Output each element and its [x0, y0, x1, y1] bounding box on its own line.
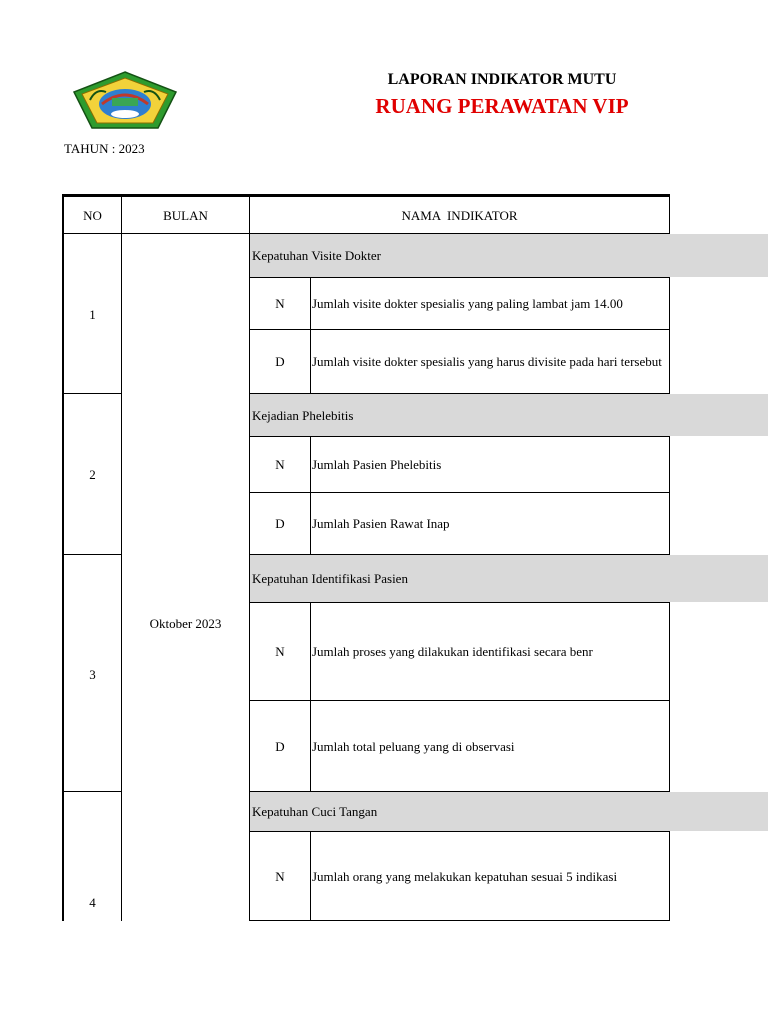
- no-cell-2: 2: [89, 466, 96, 482]
- year-label: TAHUN : 2023: [64, 141, 145, 156]
- indicator-name-3: Kepatuhan Identifikasi Pasien: [252, 571, 408, 586]
- n-text-3: Jumlah proses yang dilakukan identifikasi secara benr: [312, 644, 593, 659]
- month-cell: Oktober 2023: [149, 615, 222, 631]
- indicator-name-4: Kepatuhan Cuci Tangan: [252, 804, 378, 819]
- d-text-3: Jumlah total peluang yang di observasi: [312, 738, 515, 754]
- col-line: [310, 436, 311, 555]
- col-line: [310, 602, 311, 792]
- n-text-1: Jumlah visite dokter spesialis yang paling lambat jam 14.00: [312, 296, 623, 311]
- n-code-4: N: [275, 868, 285, 884]
- regency-logo-icon: [72, 70, 178, 130]
- row-line: [62, 554, 122, 555]
- no-cell-1: 1: [89, 306, 96, 322]
- d-code-1: D: [275, 354, 285, 369]
- n-code-1: N: [275, 296, 285, 311]
- report-subtitle: RUANG PERAWATAN VIP: [375, 94, 629, 118]
- d-code-3: D: [275, 738, 285, 754]
- indicator-name-1: Kepatuhan Visite Dokter: [252, 248, 381, 263]
- row-line: [250, 920, 670, 921]
- col-line: [310, 277, 311, 394]
- n-code-3: N: [275, 644, 285, 659]
- row-line: [62, 393, 122, 394]
- col-line: [121, 194, 122, 921]
- n-text-4: Jumlah orang yang melakukan kepatuhan sesuai 5 indikasi: [312, 868, 618, 884]
- col-line: [669, 194, 670, 234]
- no-cell-3: 3: [89, 666, 96, 682]
- indicator-name-2: Kejadian Phelebitis: [252, 407, 354, 423]
- d-code-2: D: [275, 516, 285, 531]
- d-text-2: Jumlah Pasien Rawat Inap: [312, 516, 450, 531]
- col-line: [310, 831, 311, 921]
- d-text-1: Jumlah visite dokter spesialis yang harus divisite pada hari tersebut: [312, 354, 662, 369]
- no-cell-4: 4: [89, 894, 96, 910]
- col-line: [669, 436, 670, 555]
- header-bulan: BULAN: [163, 207, 208, 223]
- header-nama-indikator: NAMA INDIKATOR: [401, 207, 518, 223]
- report-title: LAPORAN INDIKATOR MUTU: [387, 71, 617, 88]
- row-line: [62, 791, 122, 792]
- col-line: [669, 277, 670, 394]
- col-line: [669, 831, 670, 921]
- col-line: [669, 602, 670, 792]
- header-no: NO: [83, 207, 102, 223]
- n-code-2: N: [275, 457, 285, 472]
- n-text-2: Jumlah Pasien Phelebitis: [312, 457, 442, 472]
